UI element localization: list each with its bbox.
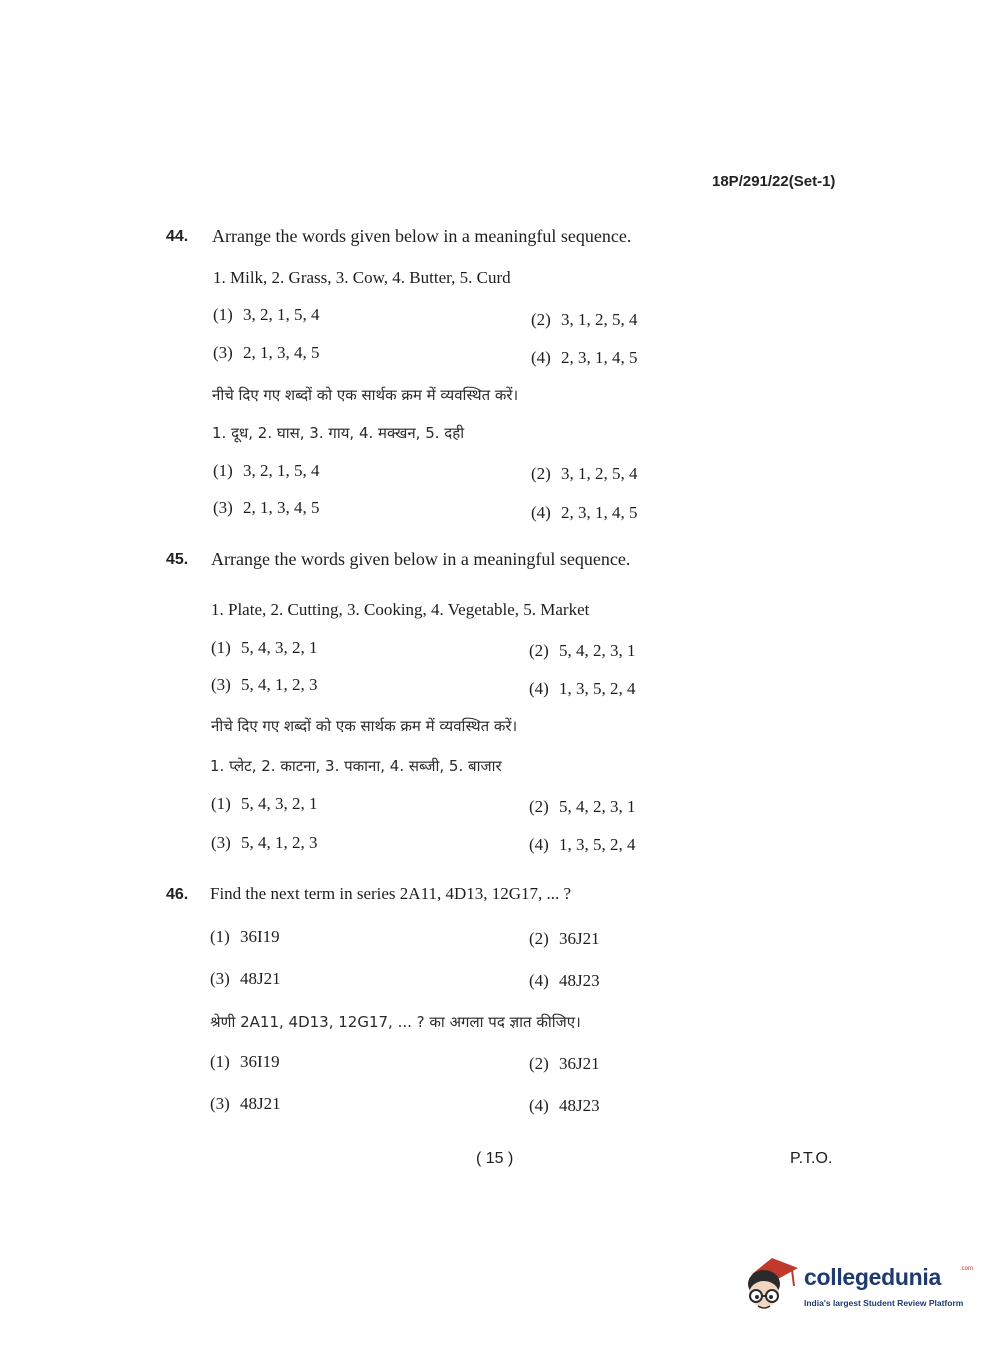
option-hi-1 — [210, 1052, 280, 1072]
option-hi-1 — [213, 461, 320, 481]
option-hi-1 — [211, 794, 318, 814]
option-value: 3, 1, 2, 5, 4 — [561, 310, 638, 329]
option-number: (4) — [531, 503, 551, 522]
option-en-4 — [529, 679, 636, 699]
option-value: 3, 1, 2, 5, 4 — [561, 464, 638, 483]
question-items-en: 1. Plate, 2. Cutting, 3. Cooking, 4. Vegetable, 5. Market — [211, 600, 590, 619]
option-value: 48J23 — [559, 971, 600, 990]
question-number: 44. — [166, 228, 189, 245]
option-hi-3 — [211, 833, 318, 853]
pto-label: P.T.O. — [790, 1150, 833, 1167]
option-number: (4) — [529, 835, 549, 854]
option-en-3 — [210, 969, 281, 989]
mascot-icon — [742, 1252, 802, 1316]
question-text-en: Find the next term in series 2A11, 4D13, 12G17, ... ? — [210, 884, 572, 903]
logo-tagline: India's largest Student Review Platform — [804, 1298, 964, 1308]
option-number: (2) — [529, 797, 549, 816]
question-number: 46. — [166, 886, 189, 903]
option-value: 1, 3, 5, 2, 4 — [559, 679, 636, 698]
question-text-hi: श्रेणी 2A11, 4D13, 12G17, ... ? का अगला पद ज्ञात कीजिए। — [210, 1013, 581, 1031]
option-hi-3 — [210, 1094, 281, 1114]
option-value: 48J21 — [240, 1094, 281, 1113]
option-number: (3) — [210, 969, 230, 988]
logo-suffix: .com — [960, 1266, 974, 1272]
option-en-2 — [529, 641, 636, 661]
option-number: (4) — [531, 348, 551, 367]
option-value: 5, 4, 1, 2, 3 — [241, 833, 318, 852]
option-number: (1) — [211, 638, 231, 657]
option-en-1 — [211, 638, 318, 658]
option-en-4 — [531, 348, 638, 368]
option-en-4 — [529, 971, 600, 991]
option-en-3 — [213, 343, 320, 363]
option-value: 2, 1, 3, 4, 5 — [243, 343, 320, 362]
option-value: 36J21 — [559, 929, 600, 948]
option-number: (2) — [529, 641, 549, 660]
question-items-hi: 1. प्लेट, 2. काटना, 3. पकाना, 4. सब्जी, 5. बाजार — [210, 757, 502, 775]
option-hi-4 — [529, 835, 636, 855]
option-number: (3) — [211, 675, 231, 694]
option-value: 48J21 — [240, 969, 281, 988]
option-number: (1) — [210, 1052, 230, 1071]
option-hi-3 — [213, 498, 320, 518]
option-hi-2 — [531, 464, 638, 484]
option-hi-4 — [531, 503, 638, 523]
question-text-hi: नीचे दिए गए शब्दों को एक सार्थक क्रम में व्यवस्थित करें। — [212, 386, 519, 404]
option-value: 3, 2, 1, 5, 4 — [243, 461, 320, 480]
option-en-2 — [531, 310, 638, 330]
option-number: (2) — [529, 929, 549, 948]
option-value: 36J21 — [559, 1054, 600, 1073]
option-number: (2) — [529, 1054, 549, 1073]
option-hi-2 — [529, 797, 636, 817]
option-en-3 — [211, 675, 318, 695]
question-number: 45. — [166, 551, 189, 568]
option-value: 48J23 — [559, 1096, 600, 1115]
option-value: 36I19 — [240, 927, 280, 946]
option-value: 5, 4, 2, 3, 1 — [559, 641, 636, 660]
option-number: (1) — [213, 461, 233, 480]
option-hi-2 — [529, 1054, 600, 1074]
option-value: 5, 4, 3, 2, 1 — [241, 638, 318, 657]
question-items-en: 1. Milk, 2. Grass, 3. Cow, 4. Butter, 5. Curd — [213, 268, 511, 287]
paper-code: 18P/291/22(Set-1) — [712, 173, 836, 190]
option-value: 3, 2, 1, 5, 4 — [243, 305, 320, 324]
question-text-en: Arrange the words given below in a meaningful sequence. — [211, 549, 631, 569]
option-number: (3) — [210, 1094, 230, 1113]
collegedunia-logo — [742, 1252, 972, 1316]
option-number: (3) — [213, 343, 233, 362]
option-en-1 — [213, 305, 320, 325]
question-text-en: Arrange the words given below in a meaningful sequence. — [212, 226, 632, 246]
option-value: 2, 1, 3, 4, 5 — [243, 498, 320, 517]
question-text-hi: नीचे दिए गए शब्दों को एक सार्थक क्रम में व्यवस्थित करें। — [211, 717, 518, 735]
option-value: 5, 4, 2, 3, 1 — [559, 797, 636, 816]
option-en-1 — [210, 927, 280, 947]
option-en-2 — [529, 929, 600, 949]
option-value: 36I19 — [240, 1052, 280, 1071]
option-number: (4) — [529, 971, 549, 990]
option-number: (2) — [531, 464, 551, 483]
option-value: 2, 3, 1, 4, 5 — [561, 348, 638, 367]
logo-name: collegedunia — [804, 1264, 941, 1290]
option-number: (4) — [529, 1096, 549, 1115]
option-value: 1, 3, 5, 2, 4 — [559, 835, 636, 854]
option-number: (1) — [211, 794, 231, 813]
page-number: ( 15 ) — [476, 1150, 514, 1167]
option-number: (3) — [211, 833, 231, 852]
option-number: (1) — [213, 305, 233, 324]
option-hi-4 — [529, 1096, 600, 1116]
option-number: (1) — [210, 927, 230, 946]
option-number: (3) — [213, 498, 233, 517]
option-value: 5, 4, 3, 2, 1 — [241, 794, 318, 813]
question-items-hi: 1. दूध, 2. घास, 3. गाय, 4. मक्खन, 5. दही — [212, 424, 465, 442]
option-number: (2) — [531, 310, 551, 329]
option-number: (4) — [529, 679, 549, 698]
option-value: 2, 3, 1, 4, 5 — [561, 503, 638, 522]
option-value: 5, 4, 1, 2, 3 — [241, 675, 318, 694]
